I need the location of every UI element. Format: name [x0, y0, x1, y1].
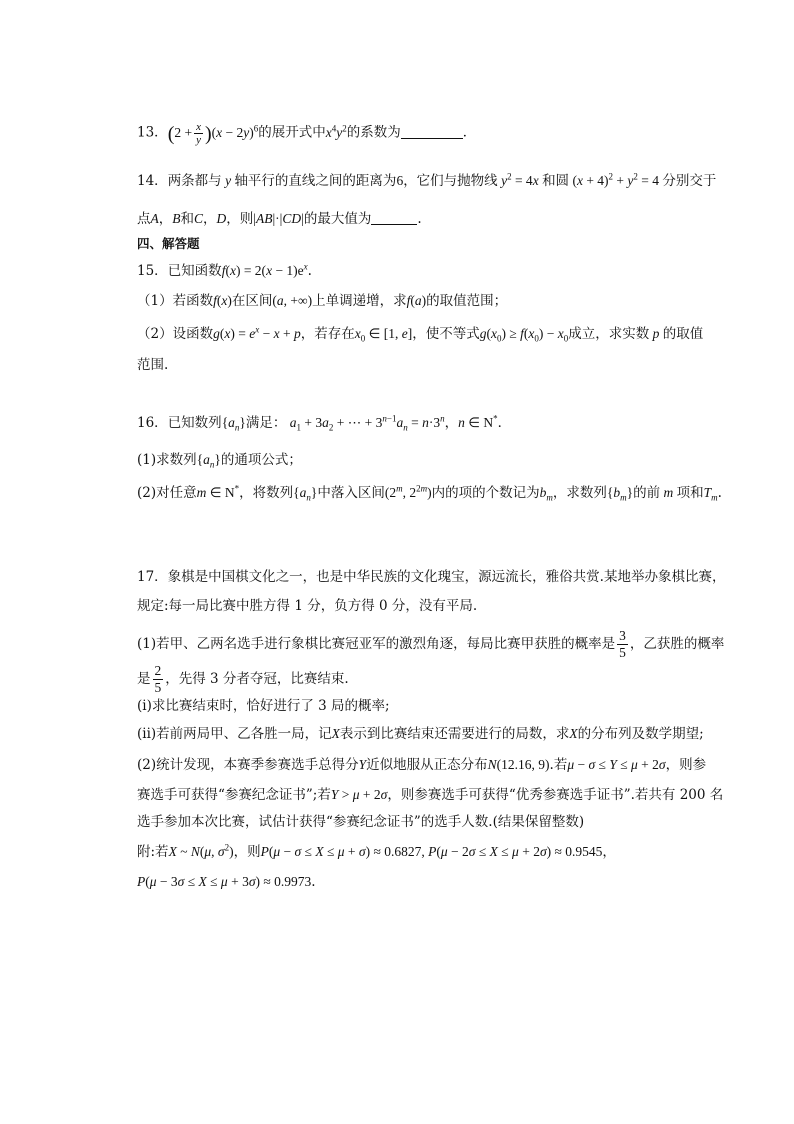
question-15-intro: 15．已知函数$f(x) = 2(x - 1)e^x$. [137, 261, 312, 279]
question-14-line-1: 14．两条都与 y 轴平行的直线之间的距离为6，它们与抛物线 $y^2 = 4x$ 和圆 $(x + 4)^2 + y^2 = 4$ 分别交于 [137, 171, 717, 189]
question-15-part-2: （2）设函数$g(x) = e^x - x + p$，若存在$x_0$ ∈ [1, e]，使不等式$g(x_0) \ge f(x_0) - x_0$成立，求实数 p 的取值 [137, 324, 704, 344]
question-17-part-1: (1)若甲、乙两名选手进行象棋比赛冠亚军的激烈角逐，每局比赛甲获胜的概率是 $\frac{3}{5}$ ，乙获胜的概率 [137, 628, 725, 660]
question-17-line-1: 17．象棋是中国棋文化之一，也是中华民族的文化瑰宝，源远流长，雅俗共赏.某地举办象棋比赛， [137, 569, 726, 585]
question-number: 13． [137, 124, 168, 141]
answer-blank[interactable] [401, 138, 463, 139]
question-14-line-2: 点A，B和C，D，则|AB|·|CD|的最大值为 . [137, 211, 422, 227]
question-17-part-1-cont: 是 $\frac{2}{5}$ ，先得 3 分者夺冠，比赛结束. [137, 663, 349, 695]
question-17-part-1-i: (i)求比赛结束时，恰好进行了 3 局的概率; [137, 698, 390, 714]
question-13: 13．(2 + $\frac{x}{y}$ )$(x - 2y)^6$的展开式中$x^4y^2$的系数为 ． [137, 121, 477, 146]
question-17-line-2: 规定:每一局比赛中胜方得 1 分，负方得 0 分，没有平局. [137, 598, 478, 614]
question-17-part-2: (2)统计发现，本赛季参赛选手总得分Y近似地服从正态分布N(12.16, 9).若μ − σ ≤ Y ≤ μ + 2σ，则参 [137, 757, 707, 773]
question-17-appendix: 附:若X ~ N(μ, $\sigma^2$)，则P(μ − σ ≤ X ≤ μ + σ) ≈ 0.6827, P(μ − 2σ ≤ X ≤ μ + 2σ) ≈ 0.9545， [137, 842, 616, 860]
question-17-part-2-cont-2: 选手参加本次比赛，试估计获得“参赛纪念证书”的选手人数.(结果保留整数) [137, 814, 585, 830]
question-16-part-1: (1)求数列$\{a_n\}$的通项公式； [137, 452, 302, 470]
answer-blank[interactable] [371, 224, 417, 225]
question-17-part-1-ii: (ii)若前两局甲、乙各胜一局，记X表示到比赛结束还需要进行的局数，求X的分布列及数学期望; [137, 726, 704, 742]
question-16-intro: 16．已知数列$\{a_n\}$满足： $a_1 + 3a_2$ + ⋯ + $3^{n-1}a_n = n\cdot 3^n$，n ∈ N*． [137, 413, 512, 433]
question-16-part-2: (2)对任意m ∈ N*，将数列$\{a_n\}$中落入区间(2$^m$, $2^{2m}$)内的项的个数记为$b_m$，求数列$\{b_m\}$的前 m 项和$T_m$. [137, 483, 722, 503]
section-heading: 四、解答题 [137, 236, 200, 251]
question-17-part-2-cont: 赛选手可获得“参赛纪念证书”;若Y > μ + 2σ，则参赛选手可获得“优秀参赛选手证书”.若共有 200 名 [137, 787, 724, 803]
question-17-appendix-cont: P(μ − 3σ ≤ X ≤ μ + 3σ) ≈ 0.9973. [137, 874, 316, 890]
question-15-part-2-cont: 范围. [137, 357, 169, 373]
question-15-part-1: （1）若函数f(x)在区间(a, +∞)上单调递增，求f(a)的取值范围； [137, 293, 508, 309]
